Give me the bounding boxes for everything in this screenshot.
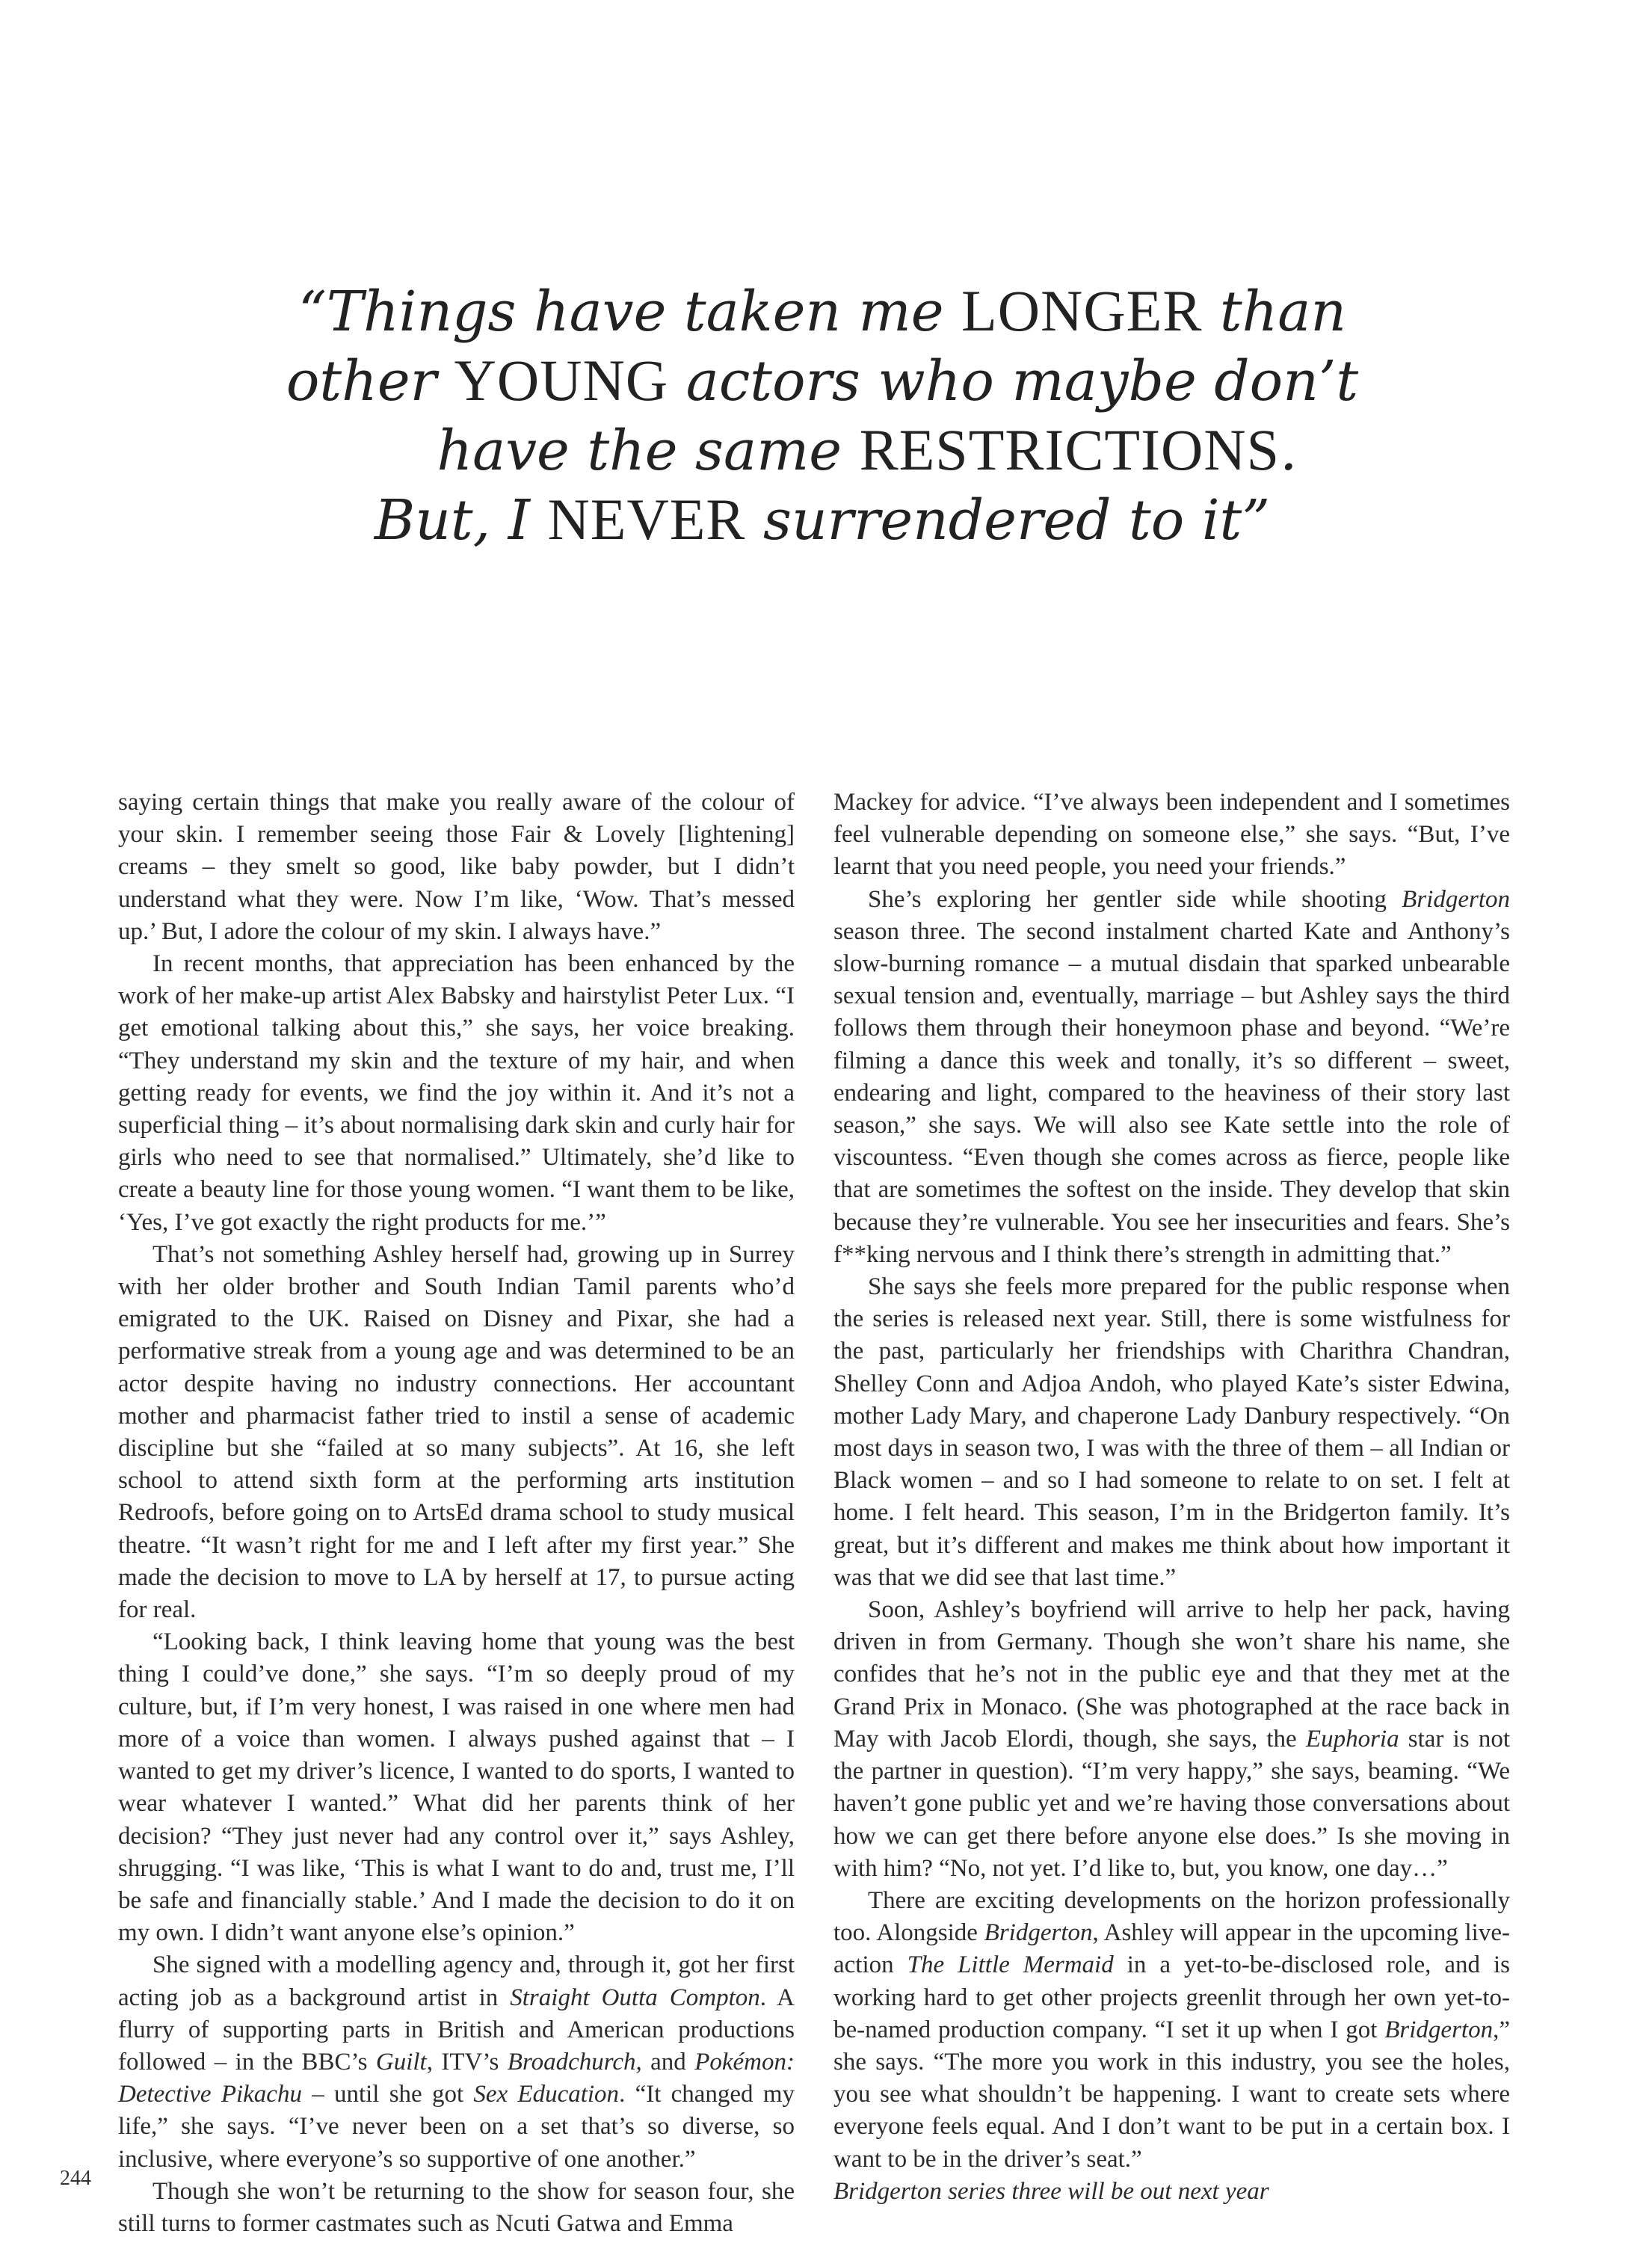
paragraph: She says she feels more prepared for the public response when the series is released next year. Still, there is some wistfulness for the past, particularly her friendships with Charithra Chandran, Shelley Conn and Adjoa Andoh, who played Kate’s sister Edwina, mother Lady Mary, and chaperone Lady Danbury respectively. “On most days in season two, I was with the three of them – all Indian or Black women – and so I had someone to relate to on set. I felt at home. I felt heard. This season, I’m in the Bridgerton family. It’s great, but it’s different and makes me think about how important it was that we did see that last time.” <box>833 1273 1510 1591</box>
paragraph: saying certain things that make you really aware of the colour of your skin. I remember seeing those Fair & Lovely [lightening] creams – they smelt so good, like baby powder, but I didn’t understand what they were. Now I’m like, ‘Wow. That’s messed up.’ But, I adore the colour of my skin. I always have.” <box>118 789 795 945</box>
pull-quote-line-2: other YOUNG actors who maybe don’t <box>286 348 1359 413</box>
paragraph: Soon, Ashley’s boyfriend will arrive to help her pack, having driven in from Germany. Though she won’t share his name, she confides that he’s not in the public eye and that they met at the Grand Prix in Monaco. (She was photographed at the race back in May with Jacob Elordi, though, she says, the Euphoria star is not the partner in question). “I’m very happy,” she says, beaming. “We haven’t gone public yet and we’re having those conversations about how we can get there before anyone else does.” Is she moving in with him? “No, not yet. I’d like to, but, you know, one day…” <box>833 1596 1510 1882</box>
paragraph: She’s exploring her gentler side while shooting Bridgerton season three. The second instalment charted Kate and Anthony’s slow-burning romance – a mutual disdain that sparked unbearable sexual tension and, eventually, marriage – but Ashley says the third follows them through their honeymoon phase and beyond. “We’re filming a dance this week and tonally, it’s so different – sweet, endearing and light, compared to the heaviness of their story last season,” she says. We will also see Kate settle into the role of viscountess. “Even though she comes across as fierce, people like that are sometimes the softest on the inside. They develop that skin because they’re vulnerable. You see her insecurities and fears. She’s f**king nervous and I think there’s strength in admitting that.” <box>833 885 1510 1268</box>
paragraph: “Looking back, I think leaving home that young was the best thing I could’ve done,” she says. “I’m so deeply proud of my culture, but, if I’m very honest, I was raised in one where men had more of a voice than women. I always pushed against that – I wanted to get my driver’s licence, I wanted to do sports, I wanted to wear whatever I wanted.” What did her parents think of her decision? “They just never had any control over it,” says Ashley, shrugging. “I was like, ‘This is what I want to do and, trust me, I’ll be safe and financially stable.’ And I made the decision to do it on my own. I didn’t want anyone else’s opinion.” <box>118 1628 795 1947</box>
article-column-left <box>118 787 795 2240</box>
paragraph: In recent months, that appreciation has been enhanced by the work of her make-up artist Alex Babsky and hairstylist Peter Lux. “I get emotional talking about this,” she says, her voice breaking. “They understand my skin and the texture of my hair, and when getting ready for events, we find the joy within it. And it’s not a superficial thing – it’s about normalising dark skin and curly hair for girls who need to see that normalised.” Ultimately, she’d like to create a beauty line for those young women. “I want them to be like, ‘Yes, I’ve got exactly the right products for me.’” <box>118 950 795 1236</box>
paragraph: Mackey for advice. “I’ve always been independent and I sometimes feel vulnerable depending on someone else,” she says. “But, I’ve learnt that you need people, you need your friends.” <box>833 789 1510 881</box>
article-credit: Bridgerton series three will be out next year <box>833 2177 1269 2205</box>
pull-quote-line-1: “Things have taken me LONGER than <box>298 278 1347 344</box>
article-column-right <box>833 787 1510 2208</box>
paragraph: Though she won’t be returning to the show for season four, she still turns to former castmates such as Ncuti Gatwa and Emma <box>118 2177 795 2237</box>
pull-quote <box>224 277 1420 555</box>
paragraph: She signed with a modelling agency and, through it, got her first acting job as a background artist in Straight Outta Compton. A flurry of supporting parts in British and American productions followed – in the BBC’s Guilt, ITV’s Broadchurch, and Pokémon: Detective Pikachu – until she got Sex Education. “It changed my life,” she says. “I’ve never been on a set that’s so diverse, so inclusive, where everyone’s so supportive of one another.” <box>118 1951 795 2173</box>
paragraph: There are exciting developments on the horizon professionally too. Alongside Bridgerton, Ashley will appear in the upcoming live-action The Little Mermaid in a yet-to-be-disclosed role, and is working hard to get other projects greenlit through her own yet-to-be-named production company. “I set it up when I got Bridgerton,” she says. “The more you work in this industry, you see the holes, you see what shouldn’t be happening. I want to create sets where everyone feels equal. And I don’t want to be put in a certain box. I want to be in the driver’s seat.” <box>833 1886 1510 2173</box>
pull-quote-line-3: have the same RESTRICTIONS. <box>437 417 1298 483</box>
page-number: 244 <box>60 2167 91 2190</box>
paragraph: That’s not something Ashley herself had, growing up in Surrey with her older brother and South Indian Tamil parents who’d emigrated to the UK. Raised on Disney and Pixar, she had a performative streak from a young age and was determined to be an actor despite having no industry connections. Her accountant mother and pharmacist father tried to instil a sense of academic discipline but she “failed at so many subjects”. At 16, she left school to attend sixth form at the performing arts institution Redroofs, before going on to ArtsEd drama school to study musical theatre. “It wasn’t right for me and I left after my first year.” She made the decision to move to LA by herself at 17, to pursue acting for real. <box>118 1240 795 1624</box>
pull-quote-line-4: But, I NEVER surrendered to it” <box>374 487 1271 553</box>
